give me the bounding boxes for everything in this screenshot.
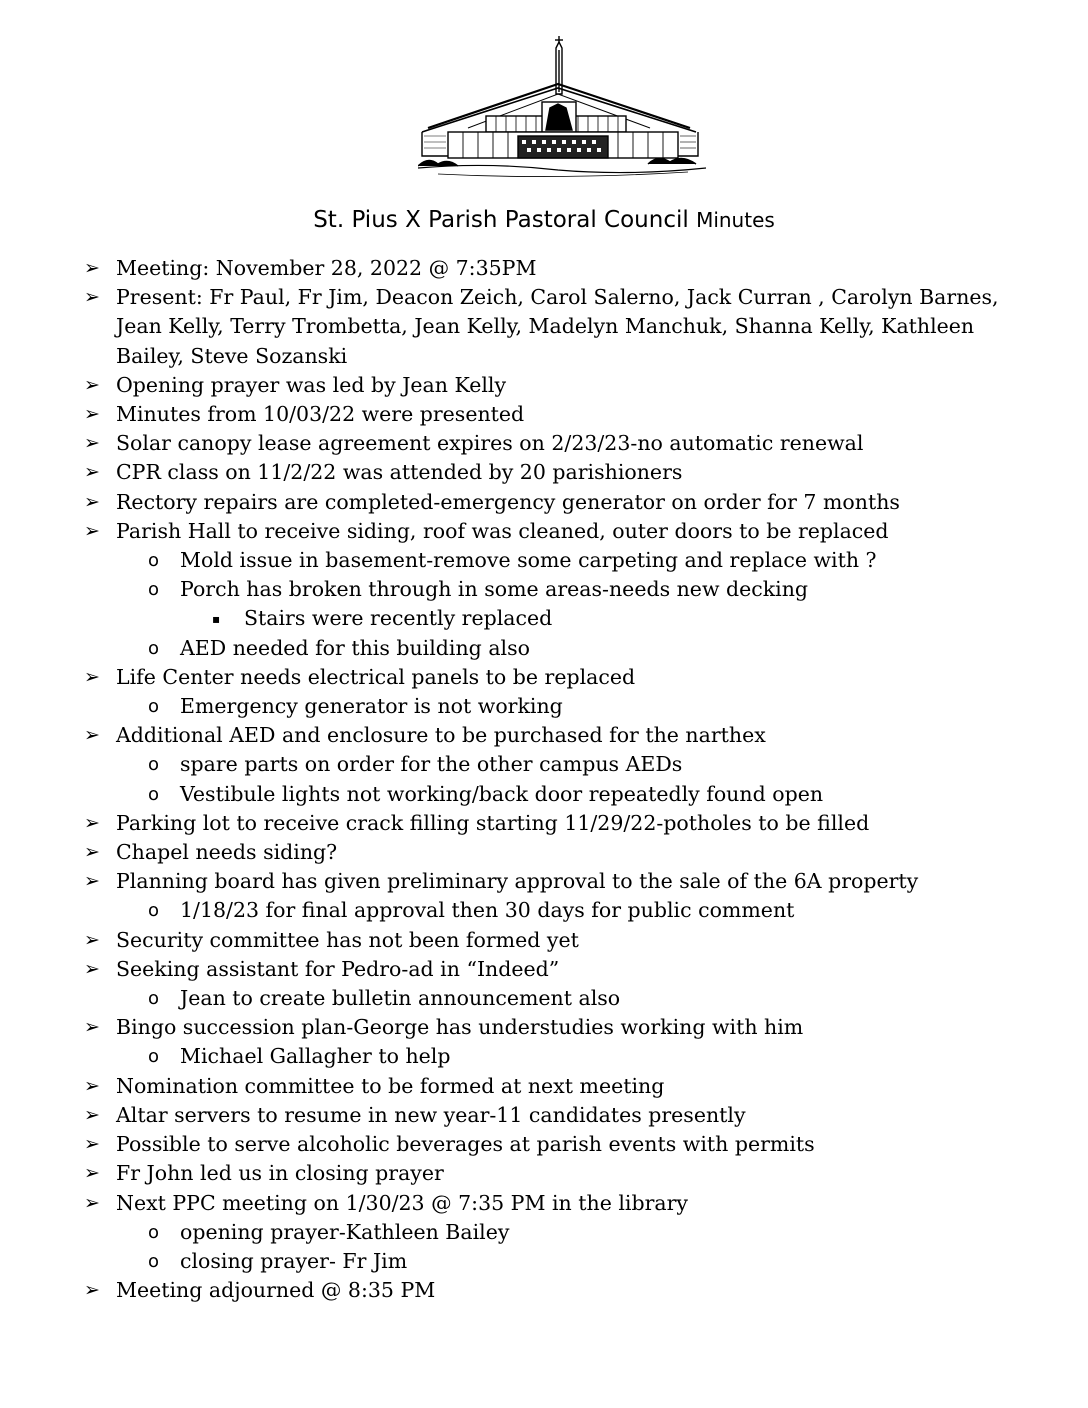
minutes-item [84,750,1044,779]
minutes-item [84,692,1044,721]
arrow-bullet-icon: ➢ [84,1074,100,1097]
minutes-item [84,926,1044,955]
minutes-item-text: Emergency generator is not working [180,694,563,719]
minutes-item [84,721,1044,750]
minutes-item [84,809,1044,838]
minutes-item-text: spare parts on order for the other campus AEDs [180,752,683,777]
minutes-item-text: Present: Fr Paul, Fr Jim, Deacon Zeich, Carol Salerno, Jack Curran , Carolyn Barnes, Jean Kelly, Terry Trombetta, Jean Kelly, Madelyn Manchuk, Shanna Kelly, Kathleen Bailey, Steve Sozanski [116,285,999,368]
circle-bullet-icon: o [148,988,160,1010]
minutes-item [84,1218,1044,1247]
circle-bullet-icon: o [148,900,160,922]
minutes-item-text: Solar canopy lease agreement expires on 2/23/23-no automatic renewal [116,431,864,456]
arrow-bullet-icon: ➢ [84,665,100,688]
minutes-item [84,896,1044,925]
circle-bullet-icon: o [148,754,160,776]
minutes-item [84,955,1044,984]
arrow-bullet-icon: ➢ [84,928,100,951]
minutes-item [84,604,1044,633]
arrow-bullet-icon: ➢ [84,257,100,279]
minutes-item [84,546,1044,575]
arrow-bullet-icon: ➢ [84,957,100,980]
minutes-item [84,1013,1044,1042]
circle-bullet-icon: o [148,783,160,805]
circle-bullet-icon: o [148,1046,160,1068]
arrow-bullet-icon: ➢ [84,1162,100,1185]
minutes-item-text: Vestibule lights not working/back door repeatedly found open [180,781,824,806]
circle-bullet-icon: o [148,550,160,572]
minutes-item-text: Security committee has not been formed yet [116,927,579,952]
minutes-item [84,517,1044,546]
title-main: St. Pius X Parish Pastoral Council [313,207,689,233]
minutes-item-text: closing prayer- Fr Jim [180,1248,408,1273]
arrow-bullet-icon: ➢ [84,870,100,893]
arrow-bullet-icon: ➢ [84,373,100,396]
minutes-item-text: Meeting: November 28, 2022 @ 7:35PM [116,256,537,280]
minutes-item-text: Michael Gallagher to help [180,1044,451,1069]
minutes-item [84,1042,1044,1071]
minutes-item-text: Rectory repairs are completed-emergency generator on order for 7 months [116,489,900,514]
square-bullet-icon: ▪ [212,612,221,627]
arrow-bullet-icon: ➢ [84,724,100,747]
minutes-item [84,838,1044,867]
minutes-item [84,1101,1044,1130]
minutes-item-text: opening prayer-Kathleen Bailey [180,1219,510,1244]
minutes-item [84,429,1044,458]
minutes-item-text: Life Center needs electrical panels to be replaced [116,664,636,689]
arrow-bullet-icon: ➢ [84,1191,100,1214]
circle-bullet-icon: o [148,637,160,659]
minutes-item-text: Parking lot to receive crack filling starting 11/29/22-potholes to be filled [116,810,870,835]
minutes-item-text: Next PPC meeting on 1/30/23 @ 7:35 PM in the library [116,1190,688,1215]
minutes-item [84,984,1044,1013]
minutes-item [84,663,1044,692]
minutes-item-text: AED needed for this building also [180,635,530,660]
minutes-item-text: Bingo succession plan-George has understudies working with him [116,1015,804,1040]
minutes-item-text: Meeting adjourned @ 8:35 PM [116,1278,436,1303]
church-logo [418,36,708,180]
minutes-item [84,1072,1044,1101]
minutes-item-text: Parish Hall to receive siding, roof was cleaned, outer doors to be replaced [116,518,889,543]
minutes-item [84,1276,1044,1305]
minutes-item-text: Planning board has given preliminary approval to the sale of the 6A property [116,869,919,894]
minutes-item-text: Seeking assistant for Pedro-ad in “Indeed” [116,956,560,981]
arrow-bullet-icon: ➢ [84,811,100,834]
arrow-bullet-icon: ➢ [84,490,100,513]
minutes-item-text: Jean to create bulletin announcement also [180,986,621,1011]
minutes-item-text: CPR class on 11/2/22 was attended by 20 parishioners [116,460,683,485]
arrow-bullet-icon: ➢ [84,1016,100,1039]
minutes-item-text: Porch has broken through in some areas-needs new decking [180,577,809,602]
minutes-item-text: Opening prayer was led by Jean Kelly [116,372,507,397]
arrow-bullet-icon: ➢ [84,1279,100,1302]
arrow-bullet-icon: ➢ [84,1133,100,1156]
minutes-item [84,1247,1044,1276]
minutes-item-text: 1/18/23 for final approval then 30 days for public comment [180,898,795,923]
arrow-bullet-icon: ➢ [84,286,100,309]
minutes-item [84,1159,1044,1188]
minutes-item [84,575,1044,604]
minutes-item-text: Additional AED and enclosure to be purchased for the narthex [116,723,766,748]
minutes-item [84,458,1044,487]
arrow-bullet-icon: ➢ [84,841,100,864]
minutes-item [84,371,1044,400]
circle-bullet-icon: o [148,579,160,601]
minutes-item [84,283,1044,371]
circle-bullet-icon: o [148,1250,160,1272]
circle-bullet-icon: o [148,696,160,718]
minutes-item [84,1189,1044,1218]
minutes-item [84,780,1044,809]
minutes-item [84,634,1044,663]
minutes-item-text: Stairs were recently replaced [244,606,553,631]
title-suffix: Minutes [696,208,775,232]
minutes-item-text: Nomination committee to be formed at next meeting [116,1073,665,1098]
minutes-item [84,488,1044,517]
arrow-bullet-icon: ➢ [84,403,100,426]
minutes-list [84,254,1044,1305]
minutes-item [84,867,1044,896]
minutes-item-text: Fr John led us in closing prayer [116,1161,444,1186]
arrow-bullet-icon: ➢ [84,1103,100,1126]
minutes-item-text: Altar servers to resume in new year-11 candidates presently [116,1102,746,1127]
arrow-bullet-icon: ➢ [84,519,100,542]
minutes-item-text: Minutes from 10/03/22 were presented [116,402,525,427]
minutes-item [84,1130,1044,1159]
minutes-item-text: Chapel needs siding? [116,840,338,865]
circle-bullet-icon: o [148,1221,160,1243]
minutes-item [84,254,1044,283]
minutes-item [84,400,1044,429]
minutes-item-text: Possible to serve alcoholic beverages at parish events with permits [116,1132,815,1157]
minutes-item-text: Mold issue in basement-remove some carpeting and replace with ? [180,548,877,573]
page-title [0,203,1088,237]
arrow-bullet-icon: ➢ [84,432,100,455]
arrow-bullet-icon: ➢ [84,461,100,484]
